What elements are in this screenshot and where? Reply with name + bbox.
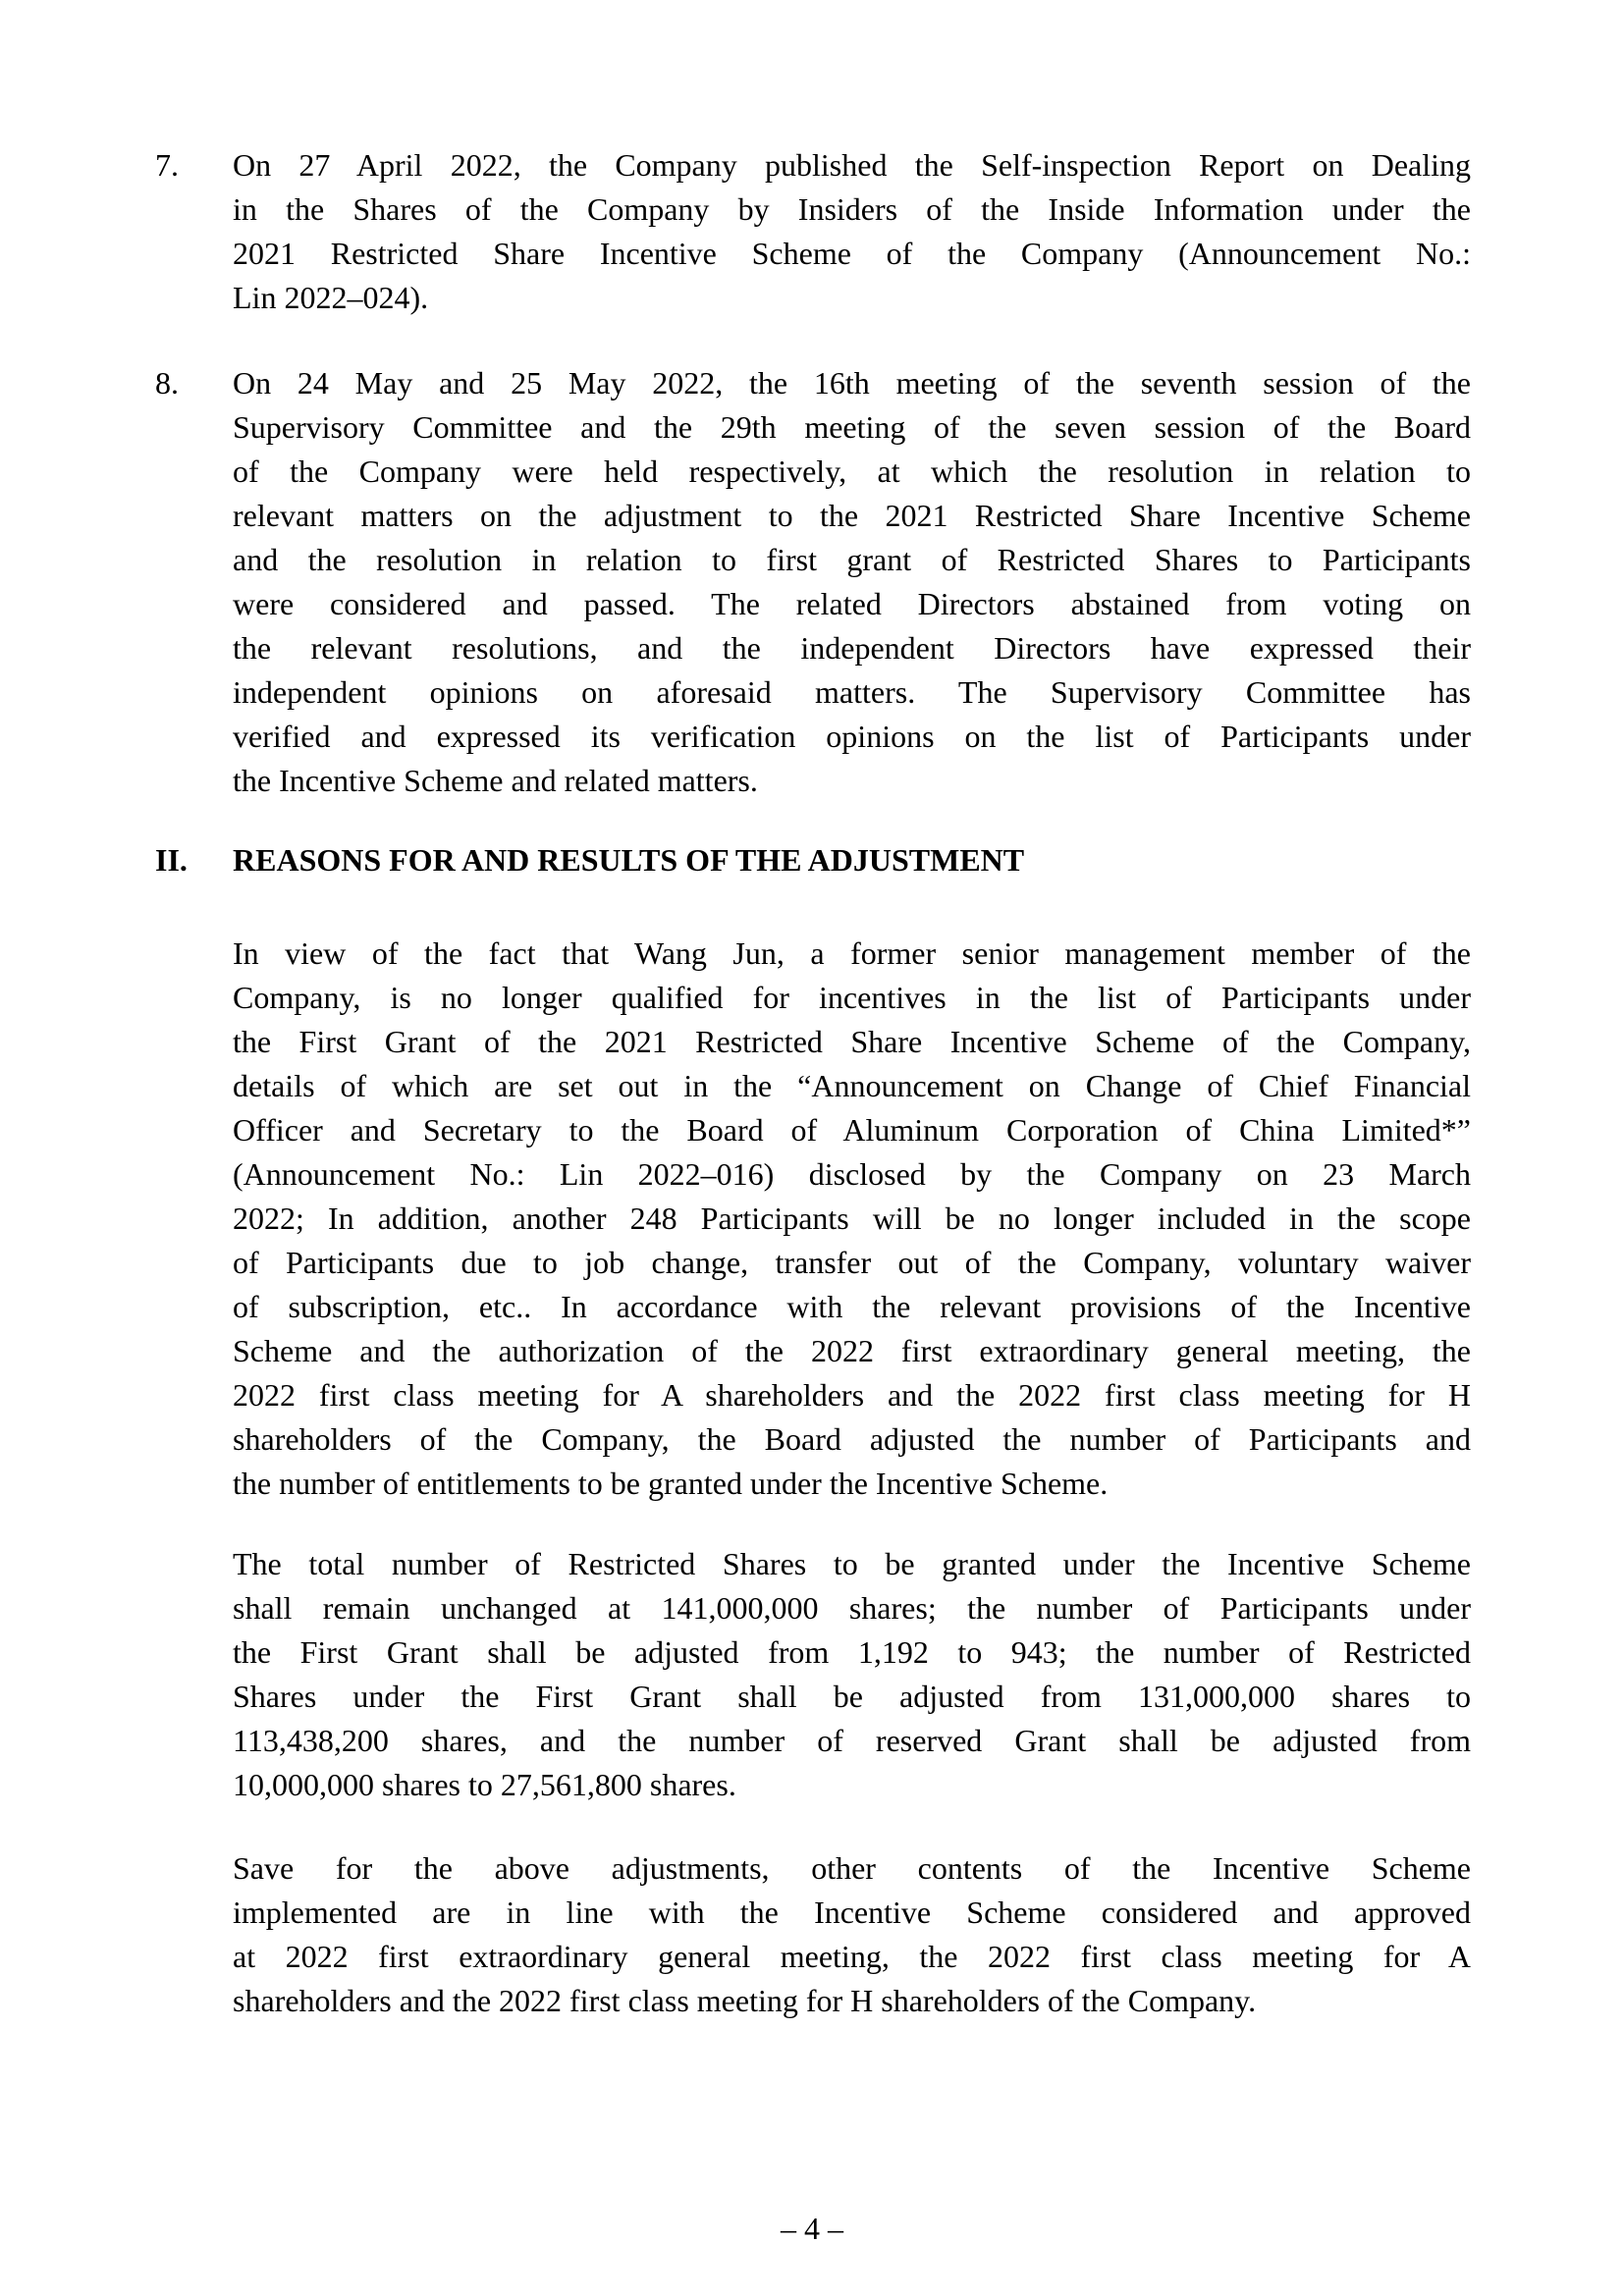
text-line: the number of entitlements to be granted under the Incentive Scheme. (233, 1466, 1109, 1501)
text-line: 113,438,200 shares, and the number of reserved Grant shall be adjusted from (233, 1723, 1471, 1758)
text-line: On 24 May and 25 May 2022, the 16th meeting of the seventh session of the (233, 365, 1471, 400)
text-line: at 2022 first extraordinary general meeting, the 2022 first class meeting for A (233, 1939, 1471, 1974)
item-text (233, 361, 1471, 803)
item-text (233, 143, 1471, 320)
item-number: 7. (155, 147, 179, 183)
page-number: – 4 – (781, 2211, 843, 2246)
paragraph-text (233, 1542, 1471, 1807)
text-line: and the resolution in relation to first grant of Restricted Shares to Participants (233, 542, 1471, 577)
text-line: (Announcement No.: Lin 2022–016) disclosed by the Company on 23 March (233, 1156, 1471, 1192)
text-line: implemented are in line with the Incentive Scheme considered and approved (233, 1895, 1471, 1930)
text-line: The total number of Restricted Shares to be granted under the Incentive Scheme (233, 1546, 1471, 1581)
text-line: shareholders of the Company, the Board adjusted the number of Participants and (233, 1421, 1471, 1457)
text-line: shall remain unchanged at 141,000,000 shares; the number of Participants under (233, 1590, 1471, 1626)
text-line: verified and expressed its verification opinions on the list of Participants under (233, 719, 1471, 754)
text-line: shareholders and the 2022 first class meeting for H shareholders of the Company. (233, 1983, 1257, 2018)
text-line: of subscription, etc.. In accordance with the relevant provisions of the Incentive (233, 1289, 1471, 1324)
text-line: independent opinions on aforesaid matters. The Supervisory Committee has (233, 674, 1471, 710)
text-line: of the Company were held respectively, at which the resolution in relation to (233, 454, 1471, 489)
section-title: REASONS FOR AND RESULTS OF THE ADJUSTMENT (233, 842, 1025, 878)
text-line: the relevant resolutions, and the independent Directors have expressed their (233, 630, 1471, 666)
text-line: of Participants due to job change, transfer out of the Company, voluntary waiver (233, 1245, 1471, 1280)
text-line: Supervisory Committee and the 29th meeting of the seven session of the Board (233, 409, 1471, 445)
paragraph-reasons (155, 932, 1471, 1506)
paragraph-text (233, 1846, 1471, 2023)
paragraph-text (233, 932, 1471, 1506)
text-line: relevant matters on the adjustment to the 2021 Restricted Share Incentive Scheme (233, 498, 1471, 533)
item-number: 8. (155, 365, 179, 400)
paragraph-adjusted-numbers (155, 1542, 1471, 1807)
text-line: in the Shares of the Company by Insiders of the Inside Information under the (233, 191, 1471, 227)
text-line: details of which are set out in the “Announcement on Change of Chief Financial (233, 1068, 1471, 1103)
section-heading (155, 838, 1471, 882)
numbered-item-7 (155, 143, 1471, 320)
text-line: Lin 2022–024). (233, 280, 429, 315)
text-line: 10,000,000 shares to 27,561,800 shares. (233, 1767, 736, 1802)
page-footer (0, 2207, 1624, 2251)
paragraph-save-for (155, 1846, 1471, 2023)
text-line: In view of the fact that Wang Jun, a former senior management member of the (233, 935, 1471, 971)
text-line: the First Grant shall be adjusted from 1,192 to 943; the number of Restricted (233, 1634, 1471, 1670)
text-line: On 27 April 2022, the Company published the Self-inspection Report on Dealing (233, 147, 1471, 183)
text-line: 2021 Restricted Share Incentive Scheme of the Company (Announcement No.: (233, 236, 1471, 271)
text-line: Company, is no longer qualified for incentives in the list of Participants under (233, 980, 1471, 1015)
section-number: II. (155, 842, 188, 878)
numbered-item-8 (155, 361, 1471, 803)
text-line: Scheme and the authorization of the 2022 first extraordinary general meeting, the (233, 1333, 1471, 1368)
text-line: Shares under the First Grant shall be adjusted from 131,000,000 shares to (233, 1679, 1471, 1714)
text-line: 2022; In addition, another 248 Participants will be no longer included in the scope (233, 1201, 1471, 1236)
text-line: the First Grant of the 2021 Restricted Share Incentive Scheme of the Company, (233, 1024, 1471, 1059)
text-line: 2022 first class meeting for A shareholders and the 2022 first class meeting for H (233, 1377, 1471, 1413)
text-line: Save for the above adjustments, other contents of the Incentive Scheme (233, 1850, 1471, 1886)
text-line: the Incentive Scheme and related matters. (233, 763, 758, 798)
page-content (155, 143, 1471, 2023)
text-line: Officer and Secretary to the Board of Aluminum Corporation of China Limited*” (233, 1112, 1471, 1148)
text-line: were considered and passed. The related Directors abstained from voting on (233, 586, 1471, 621)
